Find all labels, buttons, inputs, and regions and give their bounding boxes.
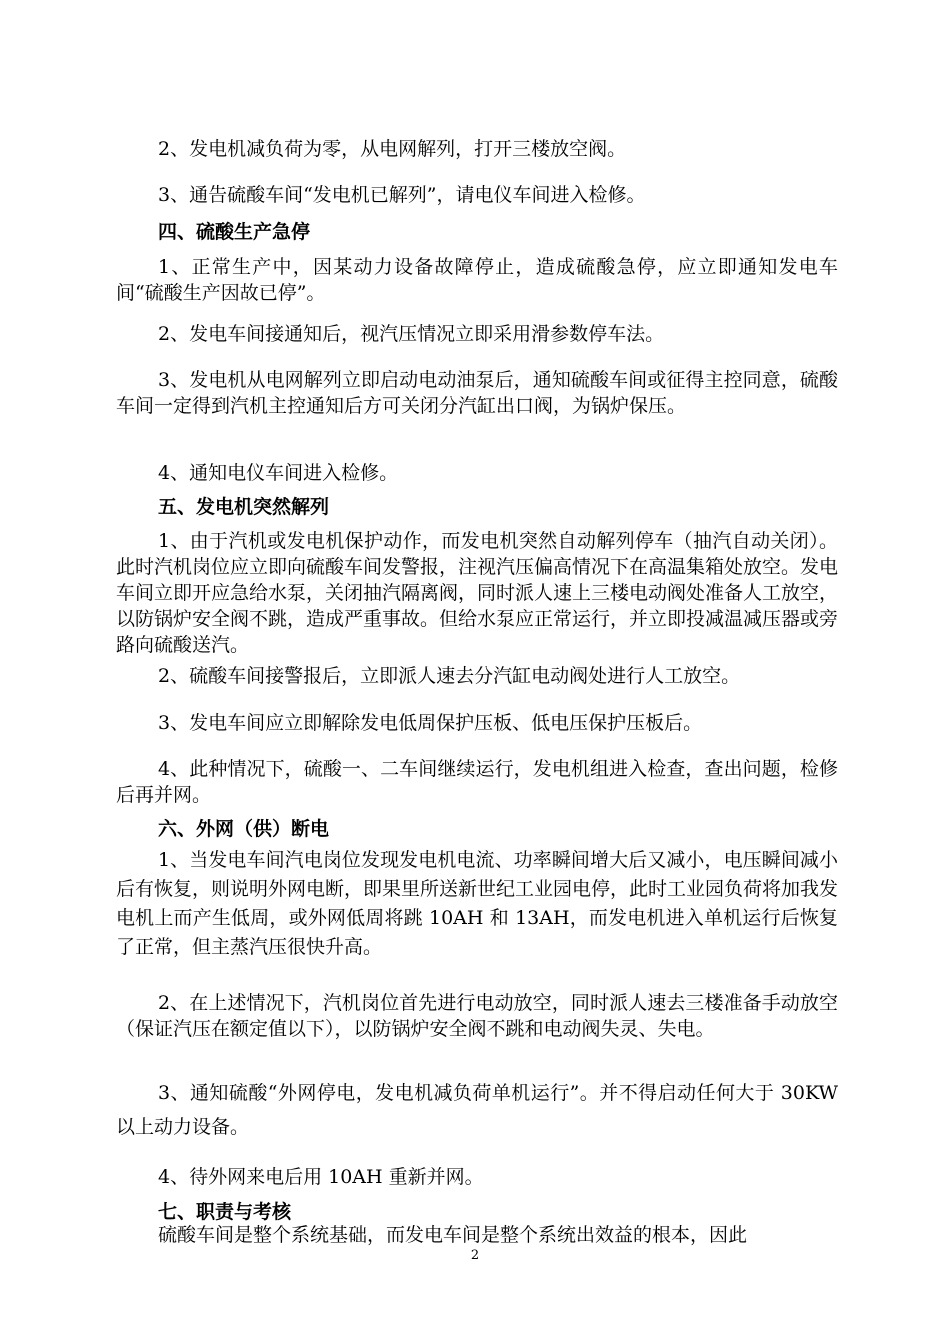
- section-heading: 七、职责与考核: [158, 1201, 292, 1223]
- paragraph: 4、待外网来电后用 10AH 重新并网。: [158, 1166, 484, 1188]
- paragraph: 1、正常生产中，因某动力设备故障停止，造成硫酸急停，应立即通知发电车间“硫酸生产因故已停”。: [116, 256, 838, 304]
- paragraph: 2、发电车间接通知后，视汽压情况立即采用滑参数停车法。: [158, 323, 665, 345]
- section-heading: 四、硫酸生产急停: [158, 221, 311, 243]
- page-number: 2: [470, 1248, 480, 1263]
- paragraph: 3、发电机从电网解列立即启动电动油泵后，通知硫酸车间或征得主控同意，硫酸车间一定得到汽机主控通知后方可关闭分汽缸出口阀，为锅炉保压。: [116, 369, 838, 417]
- paragraph: 1、由于汽机或发电机保护动作，而发电机突然自动解列停车（抽汽自动关闭）。此时汽机岗位应立即向硫酸车间发警报，注视汽压偏高情况下在高温集箱处放空。发电车间立即开应急给水泵，关闭抽汽隔离阀，同时派人速上三楼电动阀处准备人工放空，以防锅炉安全阀不跳，造成严重事故。但给水泵应正常运行，并立即投减温减压器或旁路向硫酸送汽。: [116, 530, 839, 656]
- paragraph: 4、通知电仪车间进入检修。: [158, 462, 399, 484]
- paragraph: 3、通告硫酸车间“发电机已解列”，请电仪车间进入检修。: [158, 184, 646, 206]
- paragraph: 1、当发电车间汽电岗位发现发电机电流、功率瞬间增大后又减小，电压瞬间减小后有恢复，则说明外网电断，即果里所送新世纪工业园电停，此时工业园负荷将加我发电机上而产生低周，或外网低周将跳 10AH 和 13AH，而发电机进入单机运行后恢复了正常，但主蒸汽压很快升高。: [116, 849, 839, 958]
- paragraph: 3、通知硫酸“外网停电，发电机减负荷单机运行”。并不得启动任何大于 30KW 以上动力设备。: [116, 1082, 838, 1138]
- paragraph: 2、硫酸车间接警报后，立即派人速去分汽缸电动阀处进行人工放空。: [158, 665, 741, 687]
- paragraph: 硫酸车间是整个系统基础，而发电车间是整个系统出效益的根本，因此: [158, 1224, 748, 1246]
- section-heading: 五、发电机突然解列: [158, 496, 330, 518]
- paragraph: 2、在上述情况下，汽机岗位首先进行电动放空，同时派人速去三楼准备手动放空（保证汽压在额定值以下），以防锅炉安全阀不跳和电动阀失灵、失电。: [116, 992, 838, 1040]
- paragraph: 4、此种情况下，硫酸一、二车间继续运行，发电机组进入检查，查出问题，检修后再并网。: [116, 758, 838, 806]
- paragraph: 2、发电机减负荷为零，从电网解列，打开三楼放空阀。: [158, 138, 627, 160]
- paragraph: 3、发电车间应立即解除发电低周保护压板、低电压保护压板后。: [158, 712, 703, 734]
- section-heading: 六、外网（供）断电: [158, 818, 330, 840]
